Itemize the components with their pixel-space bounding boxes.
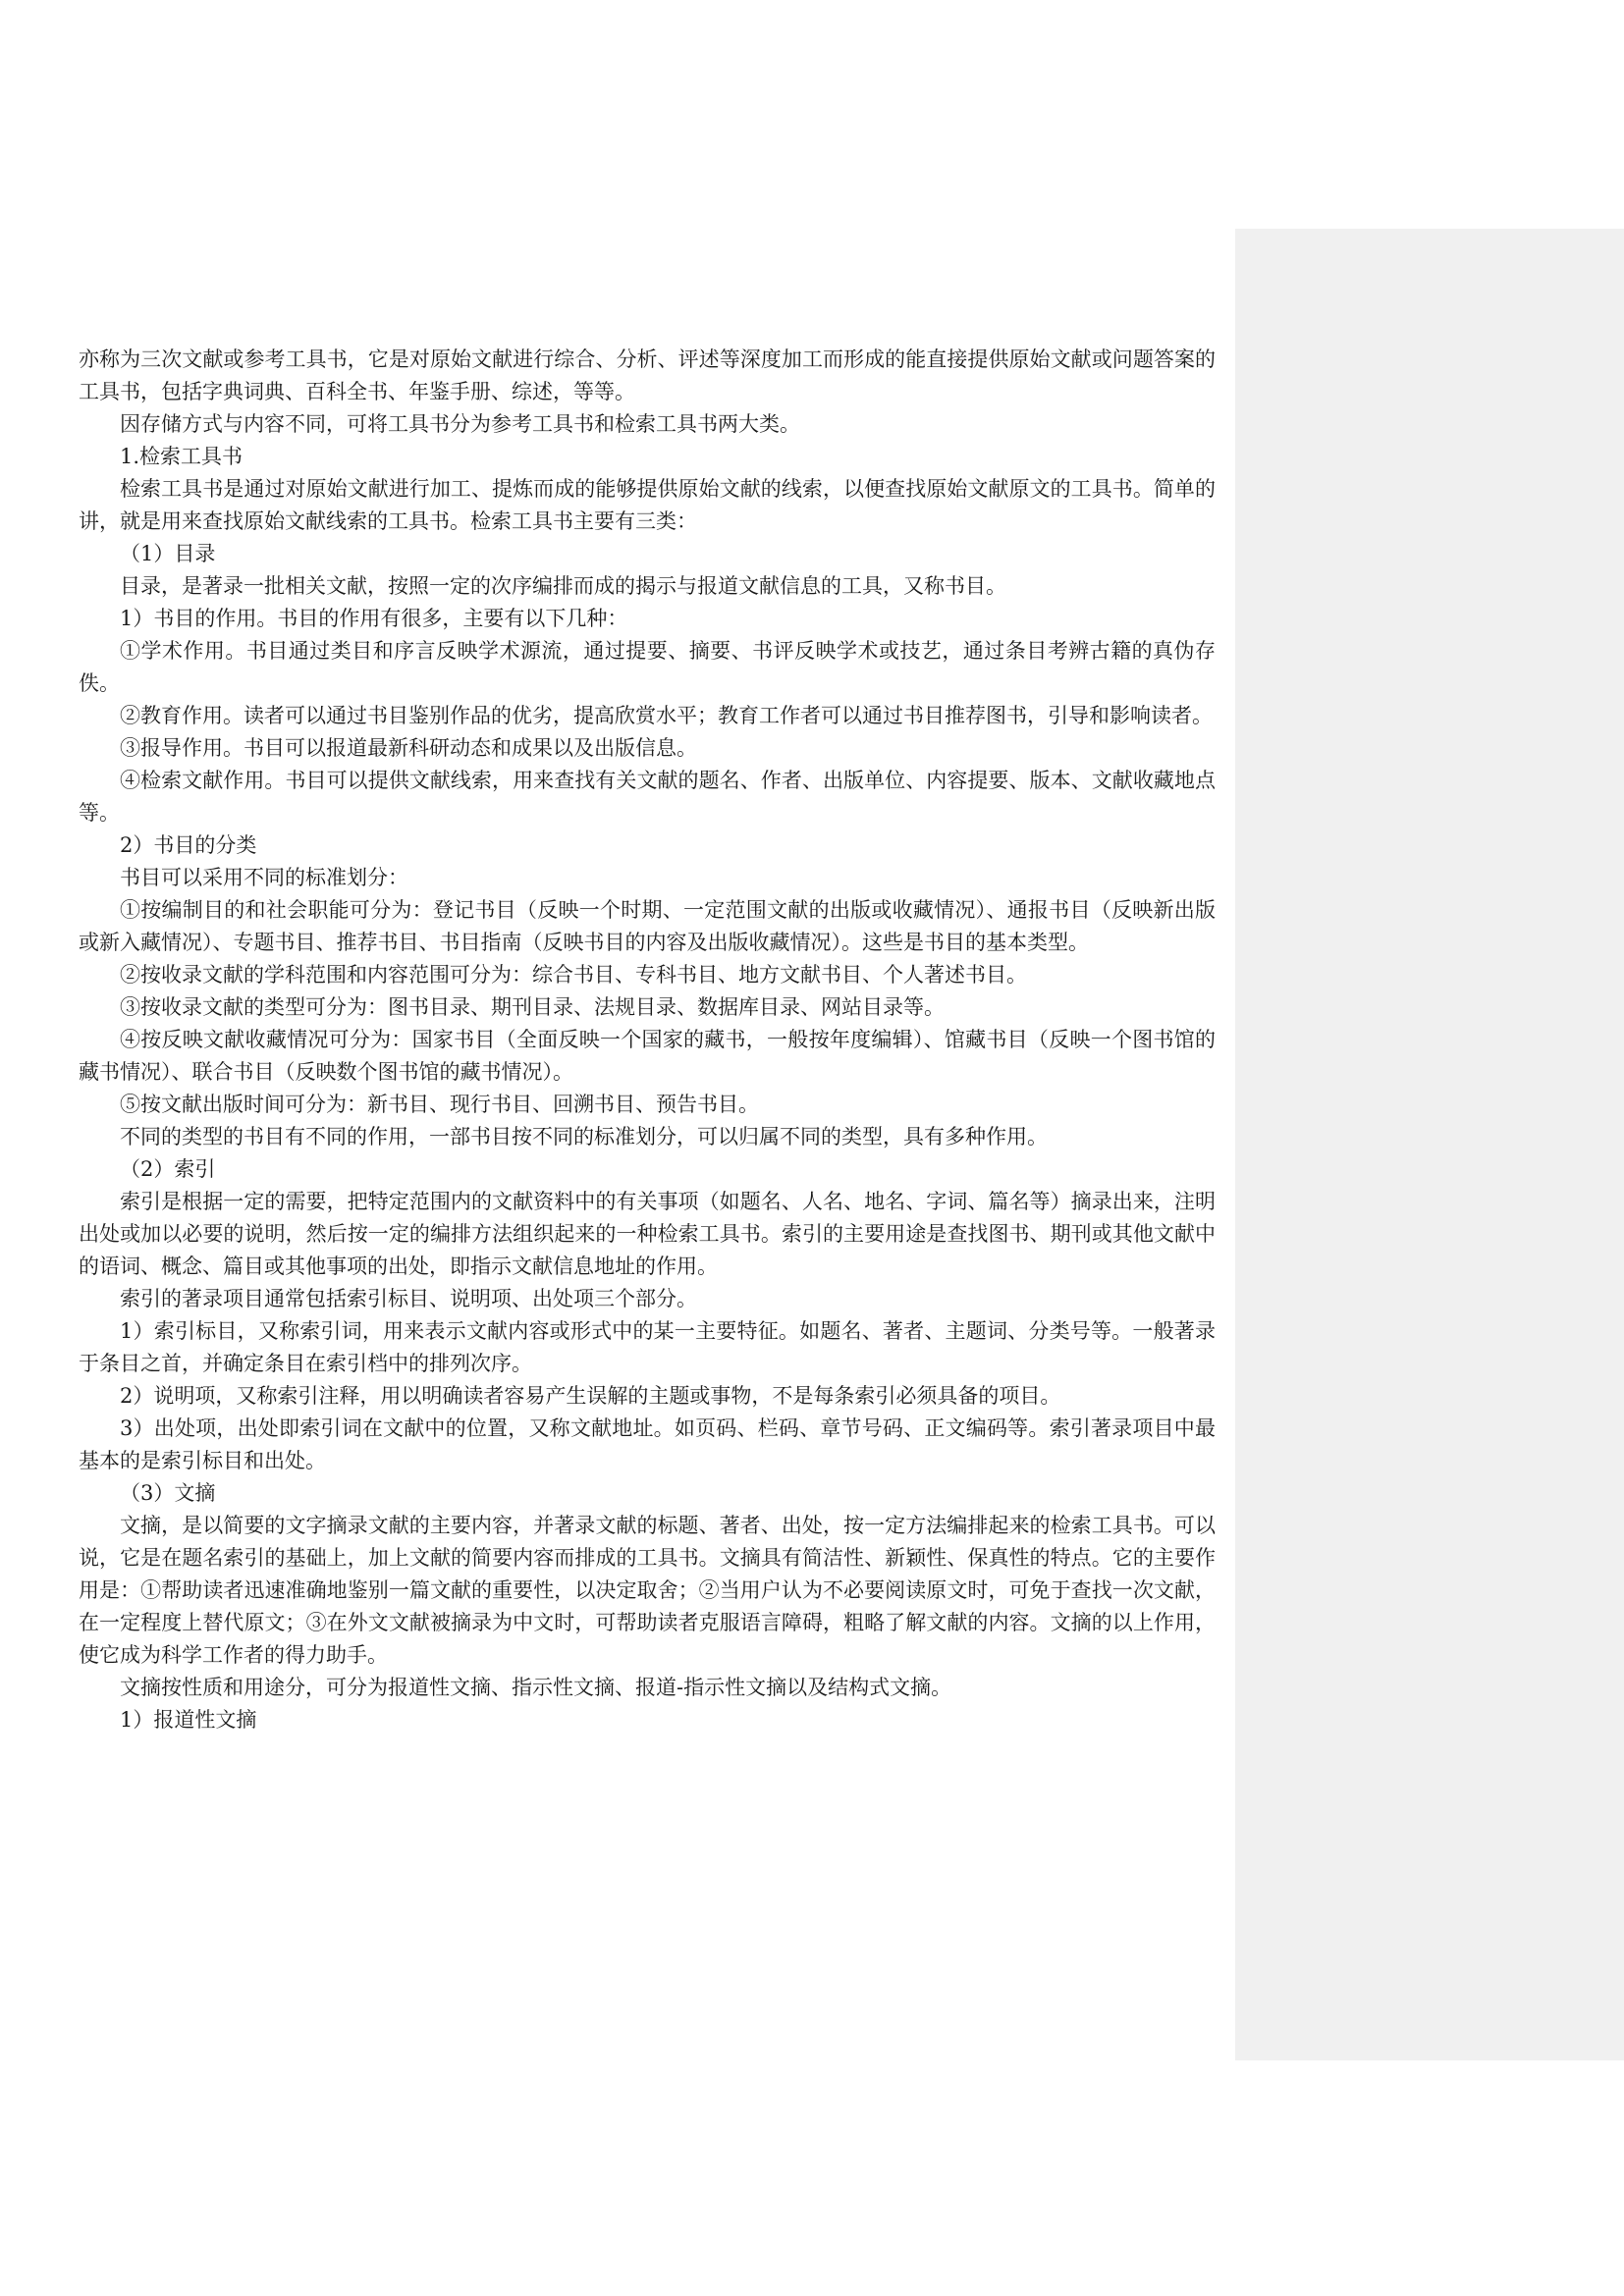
list-item: ④按反映文献收藏情况可分为：国家书目（全面反映一个国家的藏书，一般按年度编辑）、馆藏书目（反映一个图书馆的藏书情况）、联合书目（反映数个图书馆的藏书情况）。	[79, 1028, 1216, 1084]
paragraph: 1）书目的作用。书目的作用有很多，主要有以下几种：	[120, 607, 628, 630]
subsection-heading: （3）文摘	[120, 1481, 216, 1505]
subsection-heading: （2）索引	[120, 1157, 216, 1181]
paragraph: 索引是根据一定的需要，把特定范围内的文献资料中的有关事项（如题名、人名、地名、字词、篇名等）摘录出来，注明出处或加以必要的说明，然后按一定的编排方法组织起来的一种检索工具书。索引的主要用途是查找图书、期刊或其他文献中的语词、概念、篇目或其他事项的出处，即指示文献信息地址的作用。	[79, 1190, 1216, 1278]
paragraph: 索引的著录项目通常包括索引标目、说明项、出处项三个部分。	[120, 1287, 697, 1310]
paragraph: 书目可以采用不同的标准划分：	[120, 866, 408, 889]
list-item: 1）索引标目，又称索引词，用来表示文献内容或形式中的某一主要特征。如题名、著者、主题词、分类号等。一般著录于条目之首，并确定条目在索引档中的排列次序。	[79, 1319, 1216, 1375]
list-item: ③按收录文献的类型可分为：图书目录、期刊目录、法规目录、数据库目录、网站目录等。	[120, 995, 945, 1019]
list-item: ⑤按文献出版时间可分为：新书目、现行书目、回溯书目、预告书目。	[120, 1093, 759, 1116]
paragraph: 检索工具书是通过对原始文献进行加工、提炼而成的能够提供原始文献的线索，以便查找原始文献原文的工具书。简单的讲，就是用来查找原始文献线索的工具书。检索工具书主要有三类：	[79, 477, 1216, 533]
list-item: 2）说明项，又称索引注释，用以明确读者容易产生误解的主题或事物，不是每条索引必须具备的项目。	[120, 1384, 1061, 1408]
list-item: ③报导作用。书目可以报道最新科研动态和成果以及出版信息。	[120, 736, 697, 760]
subsection-heading: （1）目录	[120, 542, 216, 565]
list-item: ①按编制目的和社会职能可分为：登记书目（反映一个时期、一定范围文献的出版或收藏情况）、通报书目（反映新出版或新入藏情况）、专题书目、推荐书目、书目指南（反映书目的内容及出版收藏情况）。这些是书目的基本类型。	[79, 898, 1216, 954]
comment-margin-pane	[1235, 229, 1624, 2060]
list-item: 3）出处项，出处即索引词在文献中的位置，又称文献地址。如页码、栏码、章节号码、正文编码等。索引著录项目中最基本的是索引标目和出处。	[79, 1416, 1216, 1472]
paragraph: 亦称为三次文献或参考工具书，它是对原始文献进行综合、分析、评述等深度加工而形成的能直接提供原始文献或问题答案的工具书，包括字典词典、百科全书、年鉴手册、综述，等等。	[79, 347, 1216, 403]
list-item: ②教育作用。读者可以通过书目鉴别作品的优劣，提高欣赏水平；教育工作者可以通过书目推荐图书，引导和影响读者。	[120, 704, 1213, 727]
paragraph: 文摘，是以简要的文字摘录文献的主要内容，并著录文献的标题、著者、出处，按一定方法编排起来的检索工具书。可以说，它是在题名索引的基础上，加上文献的简要内容而排成的工具书。文摘具有简洁性、新颖性、保真性的特点。它的主要作用是：①帮助读者迅速准确地鉴别一篇文献的重要性，以决定取舍；②当用户认为不必要阅读原文时，可免于查找一次文献，在一定程度上替代原文；③在外文文献被摘录为中文时，可帮助读者克服语言障碍，粗略了解文献的内容。文摘的以上作用，使它成为科学工作者的得力助手。	[79, 1514, 1216, 1667]
paragraph: 不同的类型的书目有不同的作用，一部书目按不同的标准划分，可以归属不同的类型，具有多种作用。	[120, 1125, 1048, 1148]
paragraph: 2）书目的分类	[120, 833, 257, 857]
list-item: ④检索文献作用。书目可以提供文献线索，用来查找有关文献的题名、作者、出版单位、内容提要、版本、文献收藏地点等。	[79, 769, 1216, 825]
paragraph: 目录，是著录一批相关文献，按照一定的次序编排而成的揭示与报道文献信息的工具，又称书目。	[120, 574, 1006, 598]
paragraph: 文摘按性质和用途分，可分为报道性文摘、指示性文摘、报道-指示性文摘以及结构式文摘。	[120, 1676, 952, 1699]
paragraph: 因存储方式与内容不同，可将工具书分为参考工具书和检索工具书两大类。	[120, 412, 800, 436]
list-item: ②按收录文献的学科范围和内容范围可分为：综合书目、专科书目、地方文献书目、个人著述书目。	[120, 963, 1027, 987]
list-item: ①学术作用。书目通过类目和序言反映学术源流，通过提要、摘要、书评反映学术或技艺，通过条目考辨古籍的真伪存佚。	[79, 639, 1216, 695]
section-heading: 1.检索工具书	[120, 445, 244, 468]
paragraph: 1）报道性文摘	[120, 1708, 257, 1732]
document-body	[79, 344, 1216, 1736]
